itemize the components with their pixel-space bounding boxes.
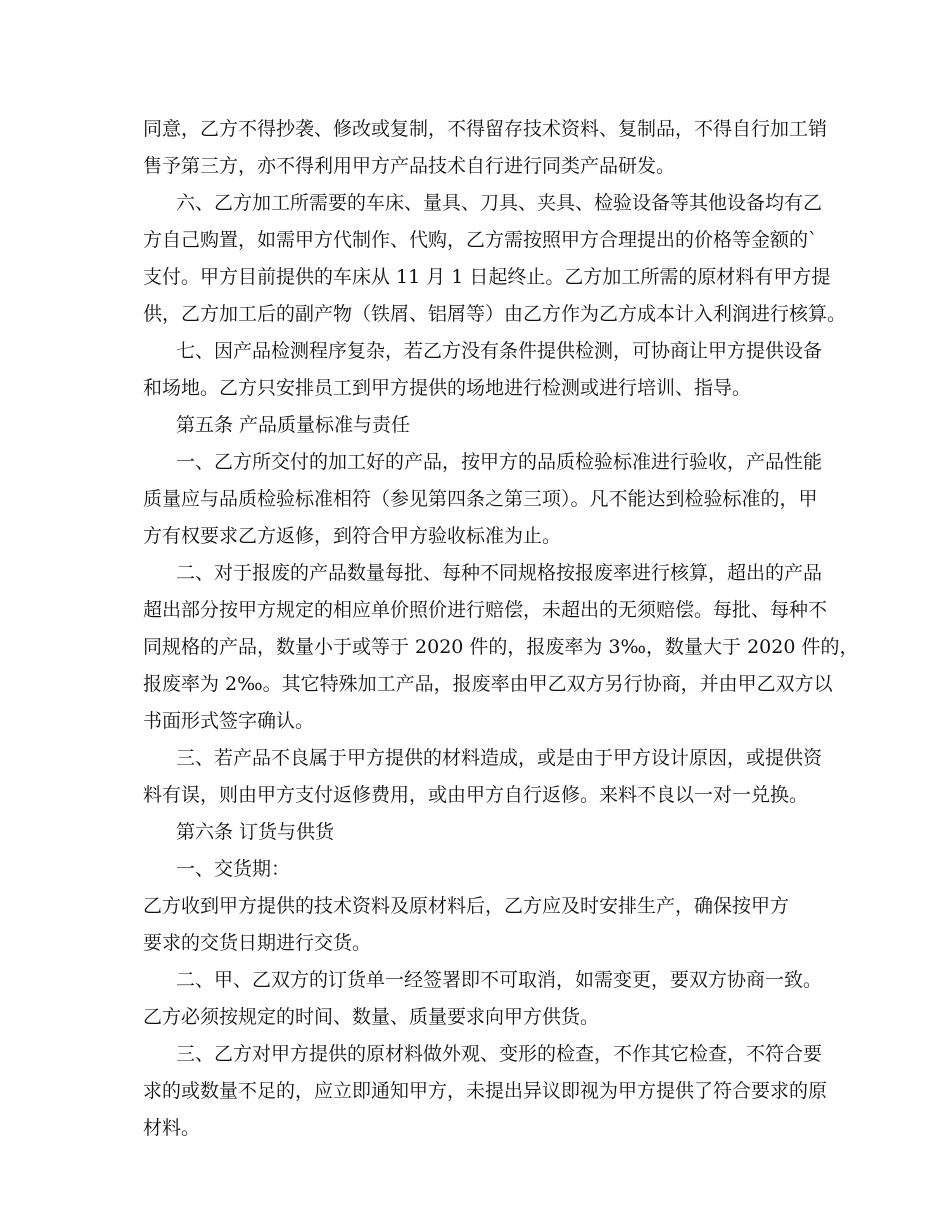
text-line: 同意，乙方不得抄袭、修改或复制，不得留存技术资料、复制品，不得自行加工销 <box>143 118 828 140</box>
text-line: 报废率为 2‰。其它特殊加工产品，报废率由甲乙双方另行协商，并由甲乙双方以 <box>143 673 833 695</box>
section-heading: 第六条 订货与供货 <box>176 821 335 843</box>
text-line: 乙方收到甲方提供的技术资料及原材料后，乙方应及时安排生产，确保按甲方 <box>143 895 790 917</box>
text-line: 超出部分按甲方规定的相应单价照价进行赔偿，未超出的无须赔偿。每批、每种不 <box>143 599 828 621</box>
text-line: 和场地。乙方只安排员工到甲方提供的场地进行检测或进行培训、指导。 <box>143 377 752 399</box>
text-line: 三、若产品不良属于甲方提供的材料造成，或是由于甲方设计原因，或提供资 <box>176 747 823 769</box>
text-line: 三、乙方对甲方提供的原材料做外观、变形的检查，不作其它检查，不符合要 <box>176 1043 823 1065</box>
text-line: 方自己购置，如需甲方代制作、代购，乙方需按照甲方合理提出的价格等金额的` <box>143 229 818 251</box>
text-line: 一、交货期： <box>176 858 291 880</box>
text-line: 二、甲、乙双方的订货单一经签署即不可取消，如需变更，要双方协商一致。 <box>176 969 823 991</box>
text-line: 同规格的产品，数量小于或等于 2020 件的，报废率为 3‰，数量大于 2020 件的， <box>143 636 859 658</box>
text-line: 料有误，则由甲方支付返修费用，或由甲方自行返修。来料不良以一对一兑换。 <box>143 784 809 806</box>
text-line: 二、对于报废的产品数量每批、每种不同规格按报废率进行核算，超出的产品 <box>176 562 823 584</box>
text-line: 质量应与品质检验标准相符（参见第四条之第三项）。凡不能达到检验标准的，甲 <box>143 488 818 510</box>
text-line: 要求的交货日期进行交货。 <box>143 932 372 954</box>
text-line: 供，乙方加工后的副产物（铁屑、铝屑等）由乙方作为乙方成本计入利润进行核算。 <box>143 303 847 325</box>
text-line: 求的或数量不足的，应立即通知甲方，未提出异议即视为甲方提供了符合要求的原 <box>143 1080 828 1102</box>
text-line: 一、乙方所交付的加工好的产品，按甲方的品质检验标准进行验收，产品性能 <box>176 451 823 473</box>
text-line: 方有权要求乙方返修，到符合甲方验收标准为止。 <box>143 525 562 547</box>
text-line: 材料。 <box>143 1117 201 1139</box>
text-line: 乙方必须按规定的时间、数量、质量要求向甲方供货。 <box>143 1006 600 1028</box>
text-line: 书面形式签字确认。 <box>143 710 315 732</box>
text-line: 六、乙方加工所需要的车床、量具、刀具、夹具、检验设备等其他设备均有乙 <box>176 192 823 214</box>
text-line: 支付。甲方目前提供的车床从 11 月 1 日起终止。乙方加工所需的原材料有甲方提 <box>143 266 831 288</box>
text-line: 售予第三方，亦不得利用甲方产品技术自行进行同类产品研发。 <box>143 155 676 177</box>
text-line: 七、因产品检测程序复杂，若乙方没有条件提供检测，可协商让甲方提供设备 <box>176 340 823 362</box>
section-heading: 第五条 产品质量标准与责任 <box>176 414 411 436</box>
